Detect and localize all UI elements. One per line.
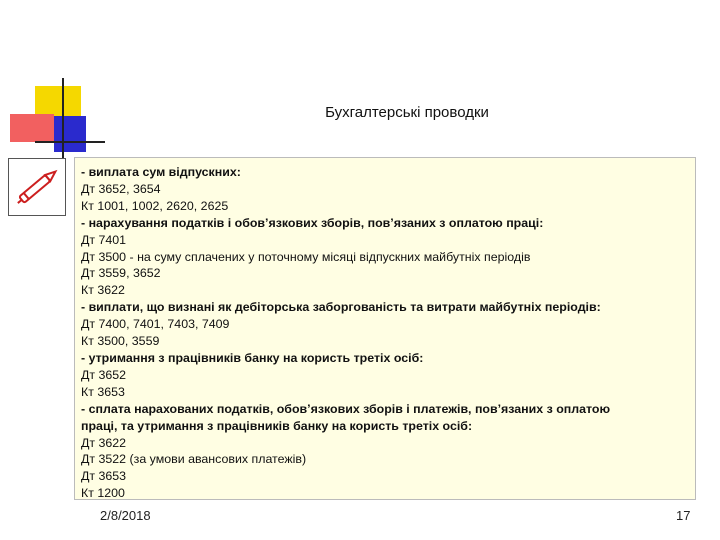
section-heading: праці, та утримання з працівників банку на користь третіх осіб: (81, 418, 473, 433)
entry-line: Дт 3559, 3652 (81, 266, 161, 281)
entry-line: Дт 7400, 7401, 7403, 7409 (81, 317, 230, 332)
section-heading: - нарахування податків і обов’язкових зборів, пов’язаних з оплатою праці: (81, 215, 544, 230)
footer-date: 2/8/2018 (100, 508, 151, 523)
page-title: Бухгалтерські проводки (325, 104, 489, 121)
entry-line: Кт 1001, 1002, 2620, 2625 (81, 198, 229, 213)
section-heading: - сплата нарахованих податків, обов’язкових зборів і платежів, пов’язаних з оплатою (81, 401, 611, 416)
entry-line: Дт 3653 (81, 469, 127, 484)
horizontal-rule (35, 141, 105, 143)
entry-line: Дт 7401 (81, 232, 127, 247)
vertical-rule (62, 78, 64, 162)
entry-line: Кт 1200 (81, 486, 125, 501)
entry-line: Дт 3652, 3654 (81, 181, 161, 196)
pen-icon (8, 158, 66, 216)
entry-line: Дт 3522 (за умови авансових платежів) (81, 452, 307, 467)
content-box (74, 157, 696, 500)
red-square (10, 114, 54, 142)
entry-line: Кт 3653 (81, 384, 125, 399)
page-number: 17 (676, 508, 691, 523)
entry-line: Дт 3652 (81, 367, 127, 382)
entry-line: Дт 3622 (81, 435, 127, 450)
entry-line: Кт 3500, 3559 (81, 334, 160, 349)
entry-line: Кт 3622 (81, 283, 125, 298)
entry-line: Дт 3500 - на суму сплачених у поточному місяці відпускних майбутніх періодів (81, 249, 531, 264)
section-heading: - утримання з працівників банку на користь третіх осіб: (81, 350, 424, 365)
section-heading: - виплати, що визнані як дебіторська заборгованість та витрати майбутніх періодів: (81, 300, 601, 315)
section-heading: - виплата сум відпускних: (81, 165, 241, 179)
blue-square (54, 116, 86, 152)
